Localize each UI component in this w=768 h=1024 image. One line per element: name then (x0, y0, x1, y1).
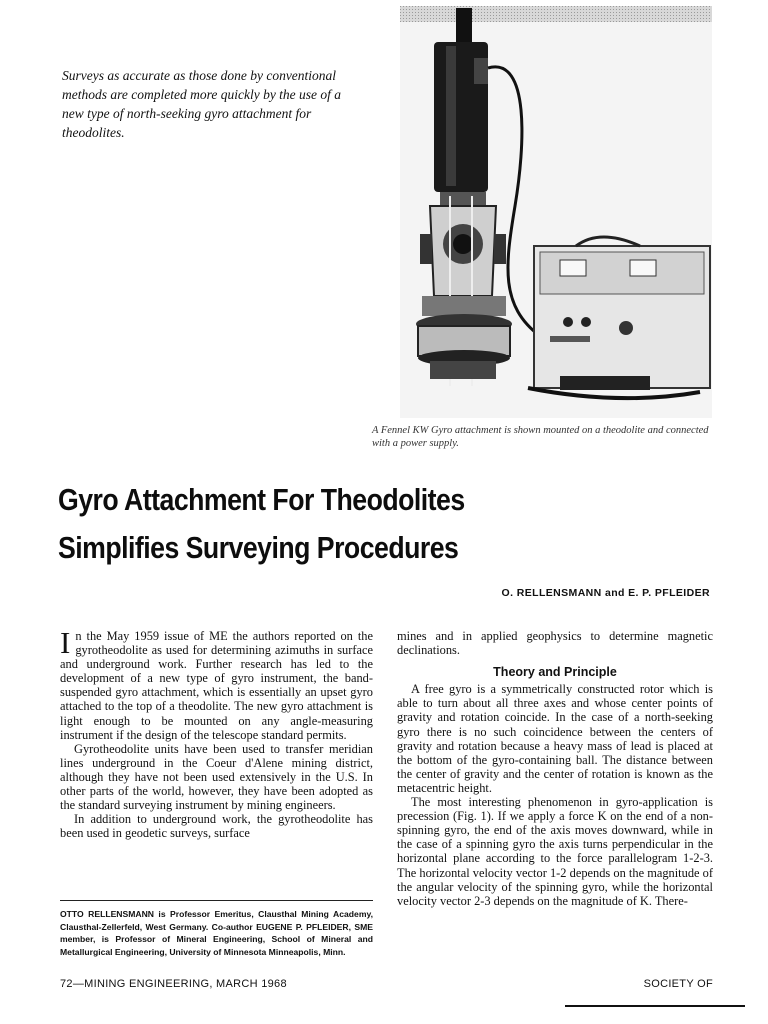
article-deck: Surveys as accurate as those done by conventional methods are completed more quickly by the use of a new type of north-seeking gyro attachment for theodolites. (62, 68, 342, 140)
footer-rule (565, 1005, 745, 1007)
footnote-divider (60, 900, 373, 901)
drop-cap: I (60, 625, 71, 660)
page-folio: 72—MINING ENGINEERING, MARCH 1968 (60, 978, 287, 990)
paragraph-text: n the May 1959 issue of ME the authors reported on the gyrotheodolite as used for determining azimuths in surface and underground work. Further research has led to the development of a new type of gyro instrument, the band-suspended gyro attachment, which is essentially an upset gyro attached to the top of a theodolite. The new gyro attachment is light enough to be mounted on any angle-measuring instrument if the design of the telescope standard permits. (60, 629, 373, 742)
article-title (58, 476, 626, 572)
body-column-left (60, 625, 373, 841)
paragraph: In addition to underground work, the gyrotheodolite has been used in geodetic surveys, surface (60, 812, 373, 841)
author-footnote: OTTO RELLENSMANN is Professor Emeritus, Clausthal Mining Academy, Clausthal-Zellerfeld, West Germany. Co-author EUGENE P. PFLEIDER, SME member, is Professor of Mineral Engineering, School of Mineral and Metallurgical Engineering, University of Minnesota Minneapolis, Minn. (60, 909, 373, 957)
title-line-2: Simplifies Surveying Procedures (58, 530, 459, 565)
paragraph (60, 625, 373, 742)
title-line-1: Gyro Attachment For Theodolites (58, 482, 465, 517)
paragraph: The most interesting phenomenon in gyro-application is precession (Fig. 1). If we apply a force K on the end of a non-spinning gyro, the end of the axis moves downward, while in the case of a spinning gyro the axis turns perpendicular in the horizontal plane according to the force parallelogram 1-2-3. The horizontal velocity vector 1-2 depends on the magnitude of the angular velocity of the spinning gyro, while the horizontal velocity vector 2-3 depends on the magnitude of K. There- (397, 795, 713, 908)
photo-caption: A Fennel KW Gyro attachment is shown mounted on a theodolite and connected with a power supply. (372, 425, 709, 449)
byline: O. RELLENSMANN and E. P. PFLEIDER (501, 587, 710, 599)
body-column-right (397, 629, 713, 908)
paragraph: A free gyro is a symmetrically constructed rotor which is able to turn about all three axes and whose center points of gravity and rotation coincide. In the case of a north-seeking gyro there is no such coincidence between the centers of gravity and rotation because a heavy mass of lead is placed at the bottom of the gyro-containing ball. The distance between the center of gravity and the center of rotation is known as the metacentric height. (397, 682, 713, 795)
section-heading: Theory and Principle (493, 665, 617, 680)
theodolite-photo (400, 6, 712, 418)
paragraph: Gyrotheodolite units have been used to transfer meridian lines underground in the Coeur d'Alene mining district, although they have not been used extensively in the U.S. In other parts of the world, however, they have been adopted as the standard surveying instrument by mining engineers. (60, 741, 373, 813)
running-footer: SOCIETY OF (643, 978, 713, 990)
paragraph: mines and in applied geophysics to determine magnetic declinations. (397, 629, 713, 658)
